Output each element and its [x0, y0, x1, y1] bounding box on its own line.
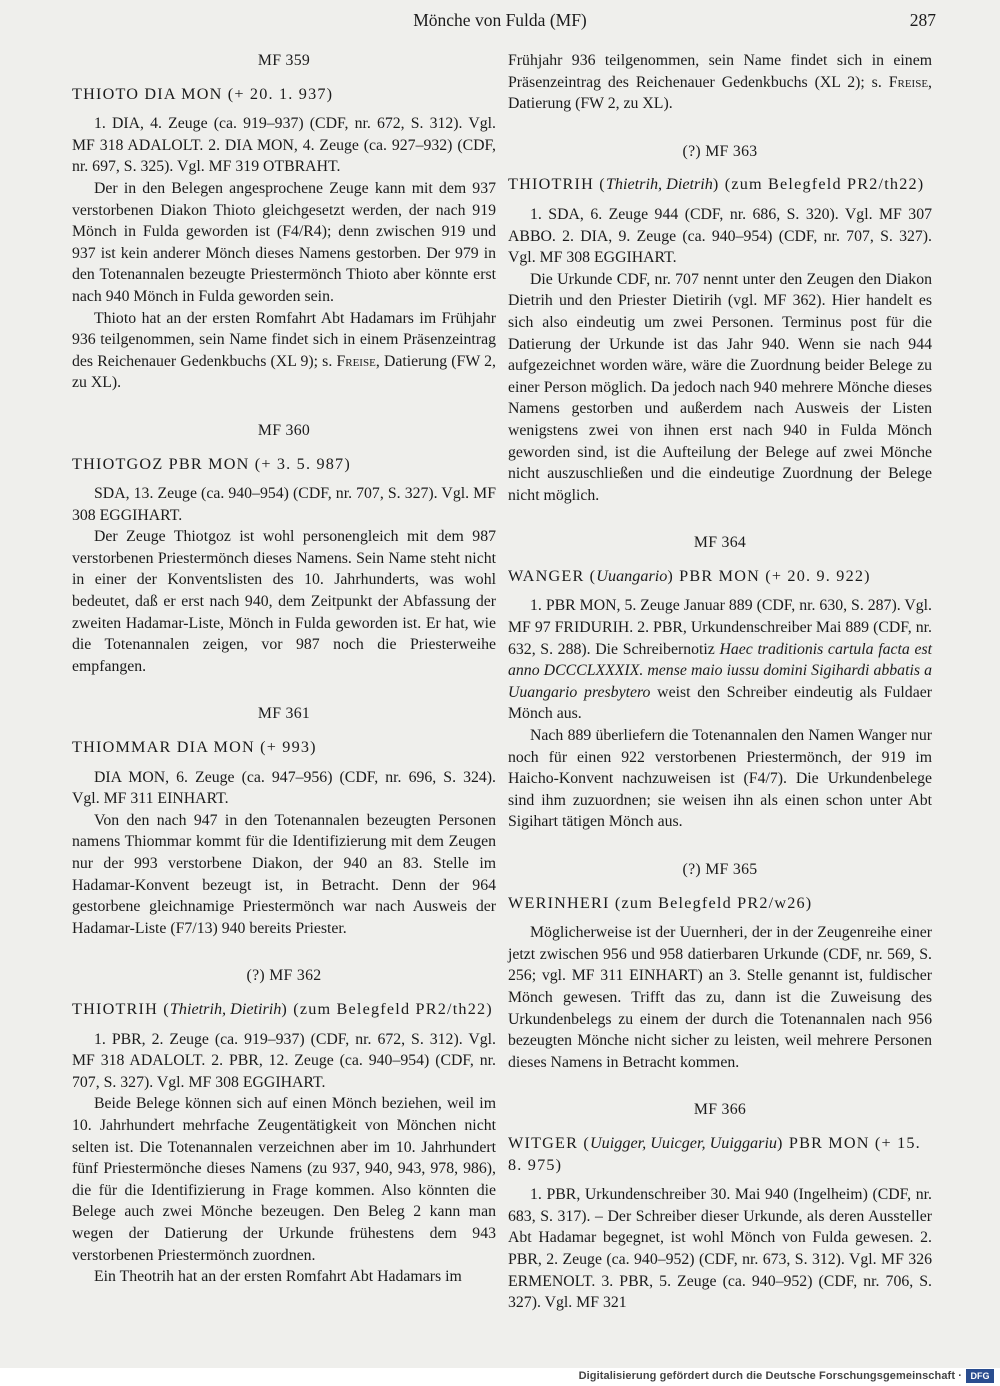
heading-text: WANGER ( [508, 566, 597, 585]
entry-mf362-para-1: 1. PBR, 2. Zeuge (ca. 919–937) (CDF, nr. 672, S. 312). Vgl. MF 318 ADALOLT. 2. PBR, 12. Zeuge (ca. 940–954) (CDF, nr. 707, S. 327). Vgl. MF 308 EGGIHART. [72, 1030, 496, 1091]
para-text: Thioto hat an der ersten Romfahrt Abt Hadamars im Frühjahr 936 teilgenommen, sein Name findet sich in einem Präsenzeintrag des Reichenauer Gedenkbuchs (XL 9); s. [72, 309, 496, 370]
heading-text: ) PBR MON (+ 20. 9. 922) [667, 566, 871, 585]
entry-mf364-para-1 [508, 595, 932, 725]
entry-mf361-para-2: Von den nach 947 in den Totenannalen bezeugten Personen namens Thiommar kommt für die Identifizierung mit dem Zeugen nur der 993 verstorbene Diakon, der 940 an 83. Stelle im Hadamar-Konvent bezeugt ist, in Betracht. Denn der 964 gestorbene gleichnamige Priestermönch war nach Ausweis der Hadamar-Liste (F7/13) 940 bereits Priester. [72, 811, 496, 937]
entry-number-mf361: MF 361 [257, 705, 311, 723]
entry-heading-mf361: THIOMMAR DIA MON (+ 993) [72, 738, 317, 757]
heading-text: WITGER ( [508, 1133, 590, 1152]
entry-mf362-para-3: Ein Theotrih hat an der ersten Romfahrt Abt Hadamars im [94, 1268, 462, 1286]
heading-text: THIOTRIH ( [72, 999, 170, 1018]
heading-text: ) (zum Belegfeld PR2/th22) [281, 999, 493, 1018]
entry-heading-mf363 [508, 174, 932, 196]
entry-mf360-para-2: Der Zeuge Thiotgoz ist wohl personengleich mit dem 987 verstorbenen Priestermönch dieses Namens. Sein Name steht nicht in einer der Konventslisten des 10. Jahrhunderts, was wohl bedeutet, daß er erst nach 940, dem Zeitpunkt der Abfassung der zweiten Hadamar-Liste, Mönch in Fulda geworden ist. Er hat, wie die Totenannalen zeigen, vor 987 noch die Priesterweihe empfangen. [72, 528, 496, 675]
entry-mf360-para-1: SDA, 13. Zeuge (ca. 940–954) (CDF, nr. 707, S. 327). Vgl. MF 308 EGGIHART. [72, 485, 496, 524]
entry-heading-mf364 [508, 566, 932, 588]
entry-mf359-para-1: 1. DIA, 4. Zeuge (ca. 919–937) (CDF, nr. 672, S. 312). Vgl. MF 318 ADALOLT. 2. DIA MON, 4. Zeuge (ca. 927–932) (CDF, nr. 697, S. 325). Vgl. MF 319 OTBRAHT. [72, 115, 496, 176]
entry-mf363-para-1: 1. SDA, 6. Zeuge 944 (CDF, nr. 686, S. 320). Vgl. MF 307 ABBO. 2. DIA, 9. Zeuge (ca. 940–954) (CDF, nr. 707, S. 327). Vgl. MF 308 EGGIHART. [508, 205, 932, 267]
heading-variants: Thietrih, Dietirih [169, 999, 282, 1018]
entry-mf361-para-1: DIA MON, 6. Zeuge (ca. 947–956) (CDF, nr. 696, S. 324). Vgl. MF 311 EINHART. [72, 768, 496, 808]
para-text: , Datierung (FW 2, zu XL). [72, 352, 496, 392]
entry-heading-mf362 [72, 999, 496, 1021]
page-number: 287 [909, 10, 936, 30]
heading-variants: Uuigger, Uuicger, Uuiggariu [589, 1133, 778, 1152]
entry-heading-mf360: THIOTGOZ PBR MON (+ 3. 5. 987) [72, 454, 351, 473]
entry-heading-mf359: THIOTO DIA MON (+ 20. 1. 937) [72, 84, 334, 103]
entry-number-mf360: MF 360 [257, 421, 311, 439]
entry-heading-mf365: WERINHERI (zum Belegfeld PR2/w26) [508, 893, 813, 912]
entry-number-mf359: MF 359 [257, 52, 311, 69]
right-column [508, 50, 932, 1314]
left-column [72, 50, 496, 1288]
entry-number-mf366: MF 366 [693, 1101, 747, 1119]
entry-mf365-para-1: Möglicherweise ist der Uuernheri, der in der Zeugenreihe einer jetzt zwischen 956 und 958 datierbaren Urkunde (CDF, nr. 569, S. 256; vgl. MF 311 EINHART) an 3. Stelle genannt ist, fuldischer Mönch gewesen. Trifft das zu, dann ist die Zuweisung des Urkundenbelegs zu einem der durch die Totenannalen nach 956 bezeugten Mönche nicht sicher zu leisten, weil mehrere Personen dieses Namens in Betracht kommen. [508, 924, 932, 1071]
heading-text: ) PBR MON (+ 15. 8. 975) [508, 1133, 921, 1174]
latin-quote: Haec traditionis cartula facta est anno DCCCLXXXIX. mense maio iussu domini Sigihardi abbatis a Uuangario presbytero [508, 640, 932, 701]
entry-mf366-para-1: 1. PBR, Urkundenschreiber 30. Mai 940 (Ingelheim) (CDF, nr. 683, S. 317). – Der Schreiber dieser Urkunde, als deren Aussteller Abt Hadamar begegnet, ist wohl Mönch von Fulda gewesen. 2. PBR, 2. Zeuge (ca. 940–952) (CDF, nr. 673, S. 312). Vgl. MF 326 ERMENOLT. 3. PBR, 5. Zeuge (ca. 940–952) (CDF, nr. 706, S. 327). Vgl. MF 321 [508, 1186, 932, 1312]
heading-variants: Thietrih, Dietrih [605, 175, 713, 194]
heading-variants: Uuangario [596, 566, 668, 585]
footer-funding-note: Digitalisierung gefördert durch die Deutsche Forschungsgemeinschaft · [578, 1370, 962, 1382]
dfg-logo: DFG [966, 1369, 994, 1383]
entry-number-mf363: (?) MF 363 [682, 142, 758, 160]
entry-number-mf362: (?) MF 362 [246, 967, 322, 985]
entry-mf359-para-3 [72, 308, 496, 394]
author-smallcaps: Freise [336, 352, 376, 370]
para-text: Frühjahr 936 teilgenommen, sein Name findet sich in einem Präsenzeintrag des Reichenauer Gedenkbuchs (XL 2); s. [508, 52, 932, 91]
entry-mf359-para-2: Der in den Belegen angesprochene Zeuge kann mit dem 937 verstorbenen Diakon Thioto gleichgesetzt werden, der nach 919 Mönch in Fulda geworden ist (F4/R4); denn zwischen 919 und 937 ist kein anderer Mönch dieses Namens gestorben. Der 979 in den Totenannalen bezeugte Priestermönch Thioto aber könnte erst nach 940 Mönch in Fulda geworden sein. [72, 179, 496, 305]
heading-text: ) (zum Belegfeld PR2/th22) [712, 175, 925, 194]
entry-mf362-para-2: Beide Belege können sich auf einen Mönch beziehen, weil im 10. Jahrhundert mehrfache Zeugentätigkeit von Mönchen nicht selten ist. Die Totenannalen verzeichnen aber im 10. Jahrhundert fünf Priestermönche dieses Namens (zu 937, 940, 943, 978, 986), die für die Identifizierung in Frage kommen. Also könnten die Belege auch zwei Mönche bezeugen. Den Beleg 2 kann man wegen der Datierung der Urkunde frühestens dem 943 verstorbenen Priestermönch zuordnen. [72, 1095, 496, 1264]
para-text: , Datierung (FW 2, zu XL). [508, 73, 932, 113]
para-text: weist den Schreiber eindeutig als Fuldaer Mönch aus. [508, 683, 932, 723]
running-title: Mönche von Fulda (MF) [413, 10, 587, 30]
entry-mf363-para-2: Die Urkunde CDF, nr. 707 nennt unter den Zeugen den Diakon Dietrih und den Priester Dietirih (vgl. MF 362). Hier handelt es sich also eindeutig um zwei Personen. Terminus post für die Datierung der Urkunde ist das Jahr 940. Wenn sie nach 944 aufgezeichnet worden wäre, wäre die Zuordnung beider Belege zu einer Person möglich. Da jedoch nach 940 mehrere Mönche dieses Namens gestorben und außerdem nach Ausweis der Listen wenigstens zwei von ihnen erst nach 940 in Fulda Mönch geworden sind, ist die Aufteilung der Belege auf zwei Mönche nicht auszuschließen und die eindeutige Zuordnung der Belege nicht möglich. [508, 270, 932, 504]
entry-number-mf365: (?) MF 365 [682, 861, 758, 878]
entry-heading-mf366 [508, 1133, 932, 1176]
entry-number-mf364: MF 364 [693, 534, 747, 552]
para-text: 1. PBR MON, 5. Zeuge Januar 889 (CDF, nr. 630, S. 287). Vgl. MF 97 FRIDURIH. 2. PBR, Urkundenschreiber Mai 889 (CDF, nr. 632, S. 288). Die Schreibernotiz [508, 597, 932, 658]
heading-text: THIOTRIH ( [508, 175, 606, 194]
entry-mf364-para-2: Nach 889 überliefern die Totenannalen den Namen Wanger nur noch für einen 922 verstorbenen Priestermönch, der 919 im Haicho-Konvent nachzuweisen ist (F4/7). Die Urkundenbelege sind ihm zuzuordnen; sie weisen ihn als einen schon unter Abt Sigihart tätigen Mönch aus. [508, 727, 932, 831]
continued-paragraph [508, 50, 932, 115]
footer-bar [0, 1368, 1000, 1386]
author-smallcaps: Freise [888, 73, 929, 91]
